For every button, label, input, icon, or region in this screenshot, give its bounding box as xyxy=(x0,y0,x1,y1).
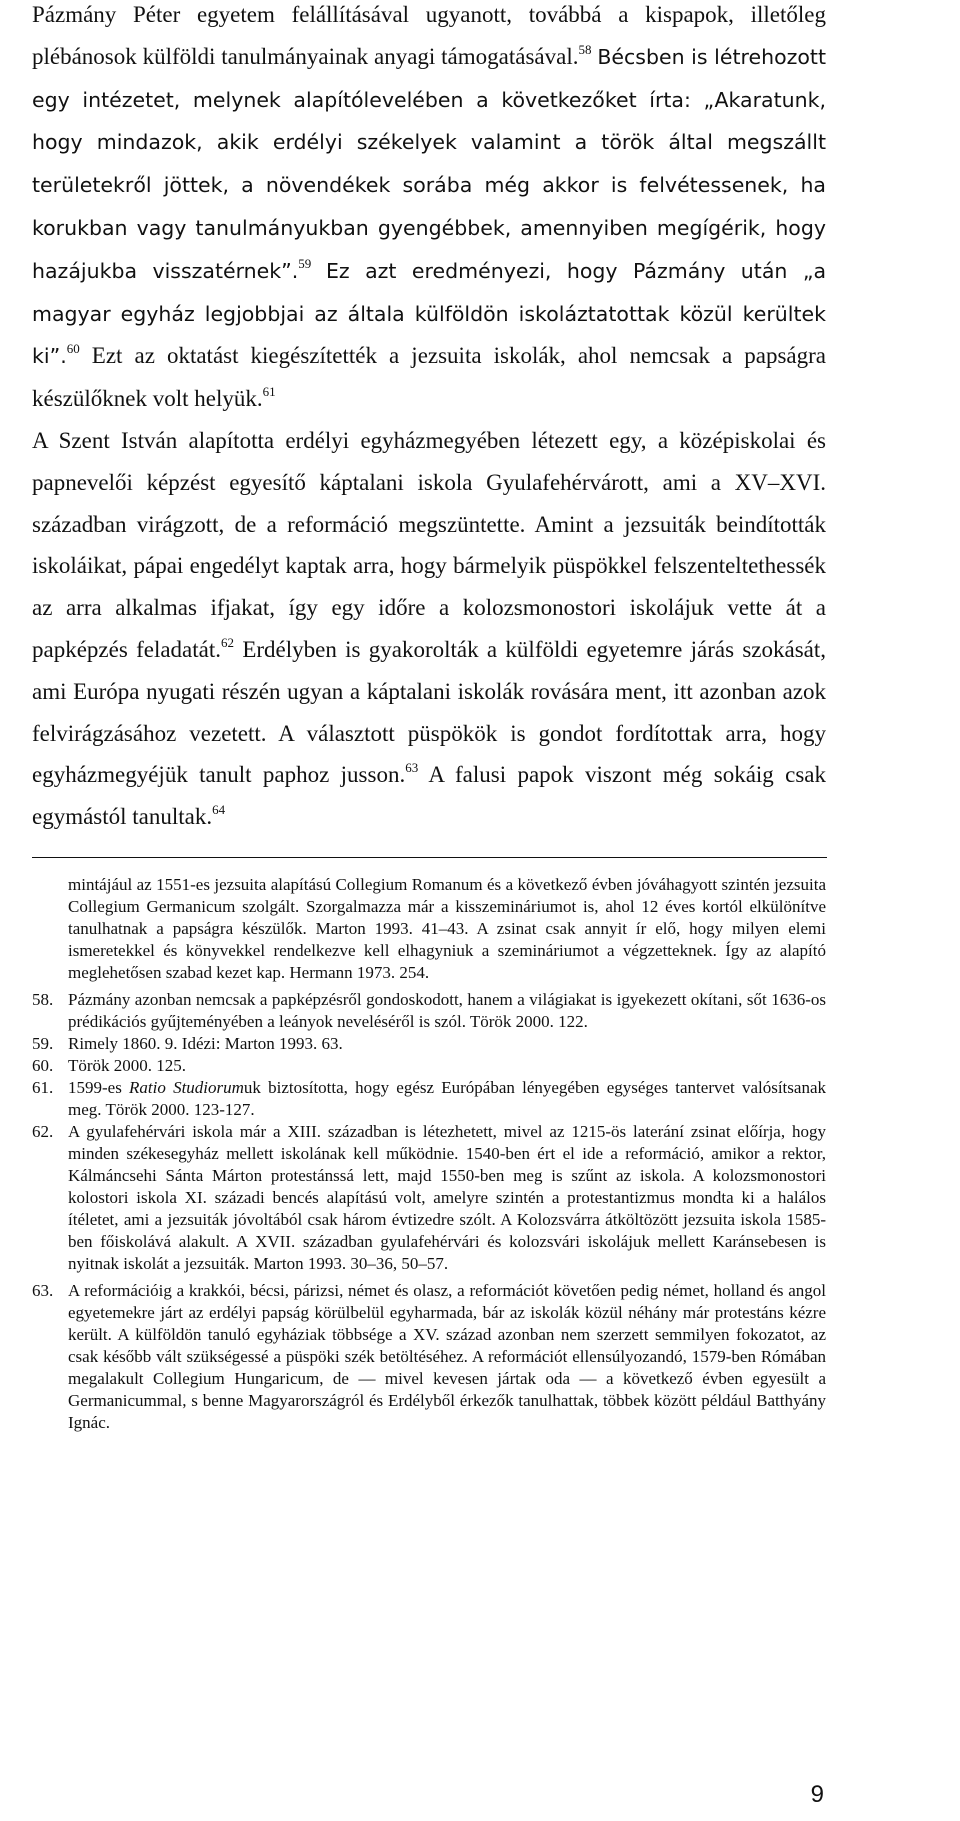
paragraph-2 xyxy=(32,420,826,838)
paragraph-2-sentence-3: Erdélyben is gyakorolták a külföldi egyetemre járás szokását, ami Európa nyugati részén ugyan a káptalani iskolák rovására ment, itt azonban azok felvirágzásához vezetett. A választott püspökök is gondot fordítottak arra, hogy egyházmegyéjük tanult paphoz jusson. xyxy=(32,636,827,788)
footnote-number: 60. xyxy=(32,1056,54,1075)
footnote-number: 63. xyxy=(32,1281,54,1300)
footnote-text: A gyulafehérvári iskola már a XIII. században is létezhetett, mivel az 1215-ös laterání zsinat előírja, hogy minden székesegyház mellett iskolának kell működnie. 1540-ben ért el ide a reformáció, amikor a rektor, Kálmáncsehi Sánta Márton protestánssá lett, majd 1550-ben meg is szűnt az iskola. A kolozsmonostori kolostori iskola XI. századi bencés alapítású volt, amelyre szintén a protestantizmus mondta ki a halálos ítéletet, ami a jezsuiták jóvoltából csak három évtizedre szólt. A Kolozsvárra átköltözött jezsuita iskola 1585-ben főiskolává alakult. A XVII. században gyulafehérvári és kolozsvári iskolájuk mellett Karánsebesen is nyitnak iskolát a jezsuiták. Marton 1993. 30–36, 50–57. xyxy=(68,1122,826,1273)
footnote-number: 61. xyxy=(32,1078,54,1097)
paragraph-1-sentence-3: Ez azt eredményezi, hogy Pázmány után „a magyar egyház legjobbjai az általa külföldön iskoláztatottak közül kerültek ki”. xyxy=(32,258,827,369)
footnote-text-post: uk biztosította, hogy egész Európában lényegében egységes tantervet valósítsanak meg. Török 2000. 123-127. xyxy=(68,1078,826,1119)
footnote-62 xyxy=(32,1121,826,1275)
footnote-separator xyxy=(32,857,827,858)
paragraph-1-sentence-2: Bécsben is létrehozott egy intézetet, melynek alapítólevelében a következőket írta: „Akaratunk, hogy mindazok, akik erdélyi székelyek valamint a török által megszállt területekről jöttek, a növendékek sorába még akkor is felvétessenek, ha korukban vagy tanulmányukban gyengébbek, amennyiben megígérik, hogy hazájukba visszatérnek”. xyxy=(32,44,826,283)
paragraph-2-sentence-1: A Szent István alapította erdélyi egyházmegyében létezett egy, a középiskolai és papnevelői képzést egyesítő káptalani iskola Gyulafehérvárott, ami a XV–XVI. században virágzott, de a reformáció megszüntette. xyxy=(32,427,826,537)
footnote-ref-60[interactable]: 60 xyxy=(66,341,80,357)
footnotes xyxy=(32,874,826,1434)
footnote-text-italic: Ratio Studiorum xyxy=(129,1078,244,1097)
paragraph-1-sentence-4: Ezt az oktatást kiegészítették a jezsuita iskolák, ahol nemcsak a papságra készülőknek volt helyük. xyxy=(32,343,827,412)
paragraph-2-sentence-2: Amint a jezsuiták beindították iskoláikat, pápai engedélyt kaptak arra, hogy bármelyik püspökkel felszenteltethessék az arra alkalmas ifjakat, így egy időre a kolozsmonostori iskolájuk vette át a papképzés feladatát. xyxy=(32,511,826,662)
footnote-text: A reformációig a krakkói, bécsi, párizsi, német és olasz, a reformációt követően pedig német, holland és angol egyetemekre járt az erdélyi papság körülbelül egyharmada, bár az iskolák közül néhány már protestáns kézre került. A külföldön tanuló egyháziak többsége a XV. század azonban nem szerzett semmilyen fokozatot, az csak később vált szükségessé a püspöki szék betöltéséhez. A reformációt ellensúlyozandó, 1579-ben Rómában megalakult Collegium Hungaricum, de — mivel kevesen jártak oda — a következő évben egyesült a Germanicummal, s benne Magyarországról és Erdélyből érkezők tanulhattak, többek között például Batthyány Ignác. xyxy=(68,1281,826,1432)
footnote-ref-64[interactable]: 64 xyxy=(212,802,226,818)
footnote-61 xyxy=(32,1077,826,1121)
footnote-text: Pázmány azonban nemcsak a papképzésről gondoskodott, hanem a világiakat is igyekezett okítani, sőt 1636-os prédikációs gyűjteményében a leányok neveléséről is szól. Török 2000. 122. xyxy=(68,990,826,1031)
paragraph-2-sentence-4: A falusi papok viszont még sokáig csak egymástól tanultak. xyxy=(32,762,827,830)
footnote-text xyxy=(68,1077,826,1121)
footnote-59 xyxy=(32,1033,826,1055)
footnote-text: Török 2000. 125. xyxy=(68,1056,187,1075)
paragraph-1 xyxy=(32,0,826,420)
main-text xyxy=(32,0,826,838)
footnote-continuation-text: mintájául az 1551-es jezsuita alapítású Collegium Romanum és a következő évben jóváhagyott szintén jezsuita Collegium Germanicum szolgált. Szorgalmazza már a kisszemináriumot is, ahol 12 éves kortól elkülönítve tanulhatnak a papságra készülők. Marton 1993. 41–43. A zsinat csak annyit ír elő, hogy milyen elemi ismeretekkel és könyvekkel rendelkezve kell elhagyniuk a szemináriumot a végzetteknek. Így az alapító meglehetősen szabad kezet kap. Hermann 1973. 254. xyxy=(68,875,826,982)
footnote-text: Rimely 1860. 9. Idézi: Marton 1993. 63. xyxy=(68,1034,343,1053)
paragraph-1-sentence-1: Pázmány Péter egyetem felállításával ugyanott, továbbá a kispapok, illetőleg plébánosok külföldi tanulmányainak anyagi támogatásával. xyxy=(32,2,826,69)
footnote-ref-62[interactable]: 62 xyxy=(221,634,234,650)
footnote-number: 58. xyxy=(32,990,54,1009)
footnote-ref-63[interactable]: 63 xyxy=(405,760,419,776)
footnote-ref-58[interactable]: 58 xyxy=(578,41,592,57)
footnote-continuation xyxy=(32,874,826,984)
footnote-60 xyxy=(32,1055,826,1077)
footnote-ref-59[interactable]: 59 xyxy=(298,255,312,271)
footnote-text-pre: 1599-es xyxy=(68,1078,130,1097)
page-number: 9 xyxy=(810,1781,824,1808)
footnote-number: 59. xyxy=(32,1034,54,1053)
footnote-number: 62. xyxy=(32,1122,54,1141)
footnote-ref-61[interactable]: 61 xyxy=(262,384,276,400)
footnote-58 xyxy=(32,989,826,1033)
footnote-63 xyxy=(32,1280,826,1434)
